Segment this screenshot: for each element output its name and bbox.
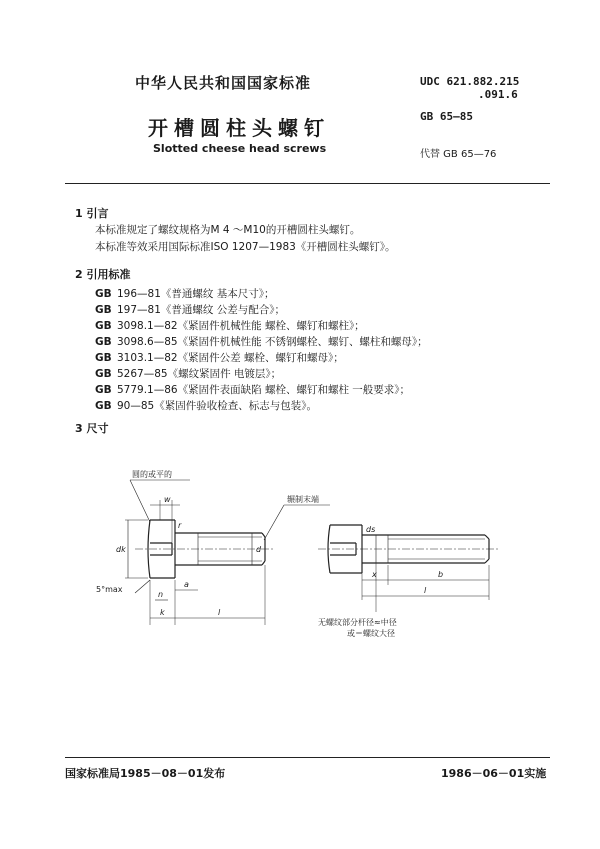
- label-x: x: [372, 570, 377, 579]
- replaces-note: 代替 GB 65—76: [420, 149, 497, 160]
- document-title: 开槽圆柱头螺钉: [148, 116, 330, 140]
- reference-item: GB 196—81《普通螺纹 基本尺寸》；: [95, 288, 275, 300]
- udc-code: UDC 621.882.215: [420, 75, 520, 88]
- reference-item: GB 5779.1—86《紧固件表面缺陷 螺栓、螺钉和螺柱 一般要求》；: [95, 384, 411, 396]
- reference-item: GB 3098.1—82《紧固件机械性能 螺栓、螺钉和螺柱》；: [95, 320, 365, 332]
- issuing-org: 中华人民共和国国家标准: [135, 74, 312, 92]
- reference-item: GB 90—85《紧固件验收检查、标志与包装》。: [95, 400, 317, 412]
- drawing-note-line-1: 无螺纹部分杆径≈中径: [318, 618, 397, 627]
- reference-item: GB 3098.6—85《紧固件机械性能 不锈钢螺栓、螺钉、螺柱和螺母》；: [95, 336, 428, 348]
- section-1-line-2: 本标准等效采用国际标准ISO 1207—1983《开槽圆柱头螺钉》。: [95, 241, 396, 253]
- label-n: n: [158, 590, 164, 599]
- label-dk: dk: [116, 545, 126, 554]
- document-title-english: Slotted cheese head screws: [153, 142, 327, 155]
- label-b: b: [438, 570, 444, 579]
- label-5-max: 5°max: [96, 585, 123, 594]
- effective-date: 1986－06－01实施: [441, 767, 547, 780]
- issued-date: 国家标准局1985－08－01发布: [65, 767, 226, 780]
- label-a: a: [184, 580, 189, 589]
- label-w: w: [164, 495, 171, 504]
- label-k: k: [160, 608, 165, 617]
- label-round-or-flat: 圆的或平的: [132, 470, 172, 479]
- section-1-line-1: 本标准规定了螺纹规格为M 4 ～M10的开槽圆柱头螺钉。: [95, 224, 361, 236]
- label-rolled-end: 辗制末端: [287, 495, 319, 504]
- label-ds: ds: [366, 525, 376, 534]
- section-1-title: 1 引言: [75, 207, 109, 220]
- udc-code-suffix: .091.6: [478, 88, 518, 101]
- label-d: d: [256, 545, 262, 554]
- section-2-title: 2 引用标准: [75, 268, 131, 281]
- section-3-title: 3 尺寸: [75, 422, 109, 435]
- label-l: l: [218, 608, 221, 617]
- reference-item: GB 3103.1—82《紧固件公差 螺栓、螺钉和螺母》；: [95, 352, 344, 364]
- drawing-note-line-2: 或＝螺纹大径: [347, 629, 395, 638]
- footer-rule: [65, 757, 550, 758]
- gb-code: GB 65—85: [420, 110, 473, 123]
- reference-item: GB 197—81《普通螺纹 公差与配合》；: [95, 304, 285, 316]
- reference-item: GB 5267—85《螺纹紧固件 电镀层》；: [95, 368, 282, 380]
- label-r: r: [178, 521, 182, 530]
- label-l-right: l: [424, 586, 427, 595]
